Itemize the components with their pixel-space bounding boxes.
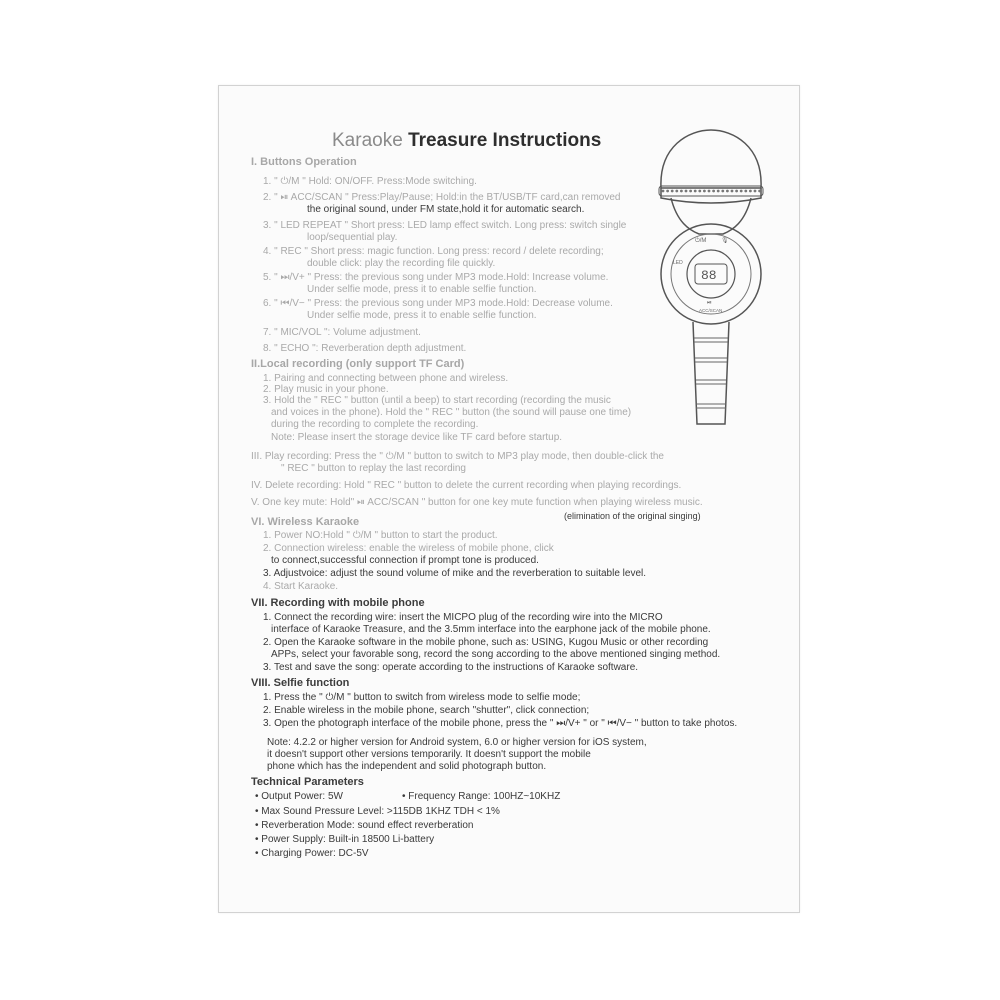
instruction-line: interface of Karaoke Treasure, and the 3.5mm interface into the earphone jack of the mobile phone. — [271, 624, 711, 635]
instruction-line: II.Local recording (only support TF Card) — [251, 358, 465, 370]
instruction-line: 1. Power NO:Hold " ⏻/M " button to start the product. — [263, 530, 498, 541]
instruction-line: Note: Please insert the storage device like TF card before startup. — [271, 432, 563, 443]
mic-label-power: ⏻/M — [695, 238, 707, 244]
instruction-line: and voices in the phone). Hold the " REC " button (the sound will pause one time) — [271, 407, 632, 418]
led-dot — [726, 190, 729, 193]
instruction-line: Under selfie mode, press it to enable selfie function. — [307, 310, 537, 321]
led-dot — [680, 190, 683, 193]
instruction-line: it doesn't support other versions temporarily. It doesn't support the mobile — [267, 749, 591, 760]
led-dot — [735, 190, 738, 193]
instruction-line: 2. " ⏯ ACC/SCAN " Press:Play/Pause; Hold:in the BT/USB/TF card,can removed — [263, 192, 621, 203]
instruction-line: 3. Test and save the song: operate according to the instructions of Karaoke software. — [263, 662, 639, 673]
instruction-line: 8. " ECHO ": Reverberation depth adjustment. — [263, 343, 467, 354]
led-dot — [717, 190, 720, 193]
led-dot — [754, 190, 757, 193]
instruction-line: VI. Wireless Karaoke — [251, 516, 360, 528]
instruction-line: 1. Press the " ⏻/M " button to switch from wireless mode to selfie mode; — [263, 692, 581, 703]
instruction-line: 3. Adjustvoice: adjust the sound volume of mike and the reverberation to suitable level. — [263, 568, 647, 579]
instruction-line: 1. Connect the recording wire: insert the MICPO plug of the recording wire into the MICRO — [263, 612, 663, 623]
microphone-illustration — [649, 126, 779, 426]
led-dot — [666, 190, 669, 193]
instruction-line: 6. " ⏮/V− " Press: the previous song under MP3 mode.Hold: Decrease volume. — [263, 298, 613, 309]
instruction-line: 2. Connection wireless: enable the wireless of mobile phone, click — [263, 543, 554, 554]
instruction-line: Note: 4.2.2 or higher version for Android system, 6.0 or higher version for iOS system, — [267, 737, 647, 748]
instruction-line: double click: play the recording file quickly. — [307, 258, 496, 269]
instruction-line: phone which has the independent and solid photograph button. — [267, 761, 547, 772]
instruction-line: the original sound, under FM state,hold it for automatic search. — [307, 204, 585, 215]
led-dot — [721, 190, 724, 193]
instruction-line: 4. " REC " Short press: magic function. Long press: record / delete recording; — [263, 246, 604, 257]
instruction-line: 3. Hold the " REC " button (until a beep) to start recording (recording the music — [263, 395, 611, 406]
led-dot — [685, 190, 688, 193]
mic-label-play: ⏯ — [707, 300, 712, 306]
led-dot — [698, 190, 701, 193]
led-dot — [731, 190, 734, 193]
instruction-line: 3. Open the photograph interface of the mobile phone, press the " ⏭/V+ " or " ⏮/V− " button to take photos. — [263, 718, 738, 729]
instruction-line: • Max Sound Pressure Level: >115DB 1KHZ TDH < 1% — [255, 806, 500, 817]
led-dot — [749, 190, 752, 193]
instruction-line: 4. Start Karaoke. — [263, 581, 339, 592]
instruction-line: 2. Play music in your phone. — [263, 384, 389, 395]
instruction-line: VII. Recording with mobile phone — [251, 597, 425, 609]
led-dot — [712, 190, 715, 193]
instruction-line: • Power Supply: Built-in 18500 Li-battery — [255, 834, 435, 845]
led-dot — [675, 190, 678, 193]
led-dot — [708, 190, 711, 193]
mic-label-accscan: ACC/SCAN — [699, 308, 723, 313]
instruction-line: IV. Delete recording: Hold " REC " button to delete the current recording when playing recordings. — [251, 480, 682, 491]
instruction-line: 2. Open the Karaoke software in the mobile phone, such as: USING, Kugou Music or other recording — [263, 637, 709, 648]
svg-text:88: 88 — [701, 268, 717, 283]
instruction-line: loop/sequential play. — [307, 232, 398, 243]
instruction-line: Technical Parameters — [251, 776, 364, 788]
instruction-line: • Reverberation Mode: sound effect reverberation — [255, 820, 474, 831]
instruction-line: I. Buttons Operation — [251, 156, 357, 168]
instruction-line: VIII. Selfie function — [251, 677, 350, 689]
led-dot — [703, 190, 706, 193]
led-dot — [662, 190, 665, 193]
instruction-line: 1. " ⏻/M " Hold: ON/OFF. Press:Mode switching. — [263, 176, 477, 187]
mic-label-rec: 🎙 — [721, 238, 729, 244]
instruction-line: to connect,successful connection if prompt tone is produced. — [271, 555, 539, 566]
instruction-line: " REC " button to replay the last recording — [281, 463, 466, 474]
instruction-line: APPs, select your favorable song, record the song according to the above mentioned singing method. — [271, 649, 721, 660]
title-part2: Treasure Instructions — [408, 130, 602, 151]
instruction-line: • Frequency Range: 100HZ~10KHZ — [402, 791, 561, 802]
instruction-line: 5. " ⏭/V+ " Press: the previous song under MP3 mode.Hold: Increase volume. — [263, 272, 609, 283]
led-dot — [740, 190, 743, 193]
instruction-line: • Output Power: 5W — [255, 791, 343, 802]
led-dot — [694, 190, 697, 193]
led-dot — [671, 190, 674, 193]
instruction-line: 3. " LED REPEAT " Short press: LED lamp effect switch. Long press: switch single — [263, 220, 627, 231]
instruction-sheet — [218, 85, 800, 913]
led-dot — [744, 190, 747, 193]
instruction-line: 2. Enable wireless in the mobile phone, search "shutter", click connection; — [263, 705, 590, 716]
document-title — [332, 130, 601, 152]
instruction-line: Under selfie mode, press it to enable selfie function. — [307, 284, 537, 295]
instruction-line: V. One key mute: Hold" ⏯ ACC/SCAN " button for one key mute function when playing wireless music. — [251, 497, 703, 508]
title-part1: Karaoke — [332, 130, 403, 151]
instruction-line: (elimination of the original singing) — [564, 511, 701, 521]
led-dot — [689, 190, 692, 193]
instruction-line: • Charging Power: DC-5V — [255, 848, 369, 859]
instruction-line: 7. " MIC/VOL ": Volume adjustment. — [263, 327, 421, 338]
instruction-line: 1. Pairing and connecting between phone and wireless. — [263, 373, 509, 384]
instruction-line: during the recording to complete the recording. — [271, 419, 479, 430]
mic-label-led: LED — [673, 260, 683, 266]
instruction-line: III. Play recording: Press the " ⏻/M " button to switch to MP3 play mode, then double-click the — [251, 451, 664, 462]
led-dot — [758, 190, 761, 193]
